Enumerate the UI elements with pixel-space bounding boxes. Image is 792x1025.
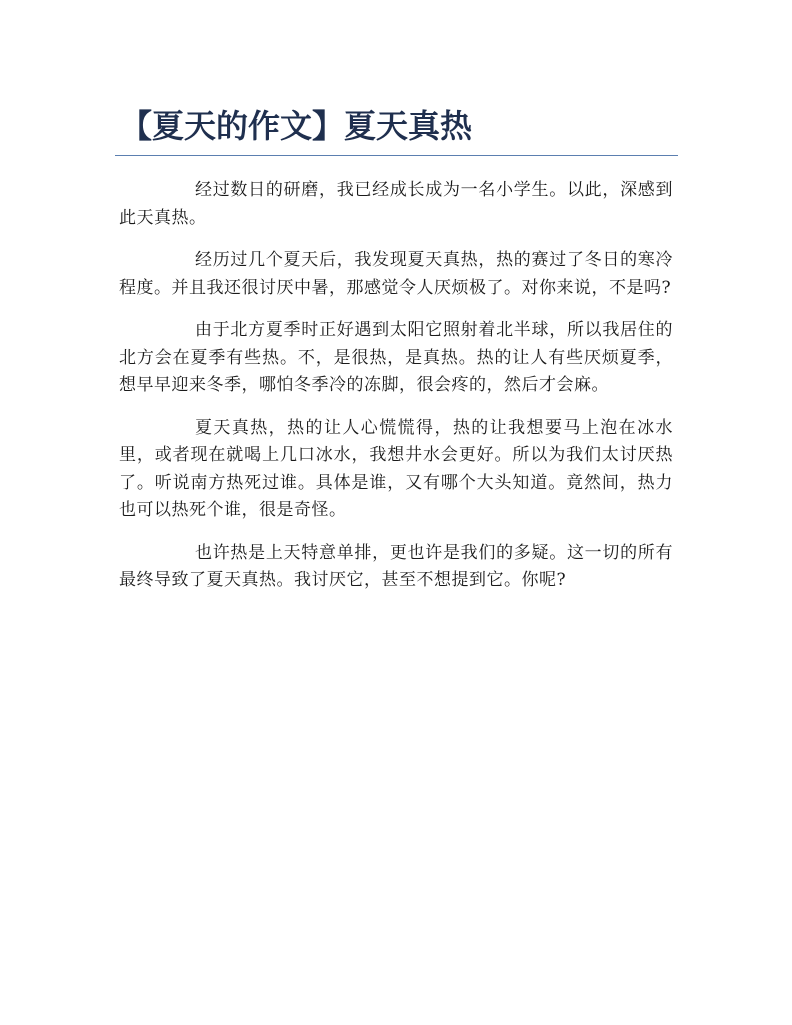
paragraph-3: 由于北方夏季时正好遇到太阳它照射着北半球，所以我居住的北方会在夏季有些热。不，是很热，是真热。热的让人有些厌烦夏季，想早早迎来冬季，哪怕冬季冷的冻脚，很会疼的，然后才会麻。	[119, 320, 673, 395]
paragraph-4: 夏天真热，热的让人心慌慌得，热的让我想要马上泡在冰水里，或者现在就喝上几口冰水，我想井水会更好。所以为我们太讨厌热了。听说南方热死过谁。具体是谁，又有哪个大头知道。竟然间，热力也可以热死个谁，很是奇怪。	[119, 417, 673, 520]
paragraph-1: 经过数日的研磨，我已经成长成为一名小学生。以此，深感到此天真热。	[119, 180, 673, 228]
document-title: 【夏天的作文】夏天真热	[120, 107, 473, 145]
paragraph-2: 经历过几个夏天后，我发现夏天真热，热的赛过了冬日的寒冷程度。并且我还很讨厌中暑，那感觉令人厌烦极了。对你来说，不是吗?	[119, 250, 673, 298]
title-underline	[115, 155, 678, 156]
paragraph-5: 也许热是上天特意单排，更也许是我们的多疑。这一切的所有最终导致了夏天真热。我讨厌它，甚至不想提到它。你呢?	[119, 542, 673, 590]
document-body	[119, 177, 673, 610]
